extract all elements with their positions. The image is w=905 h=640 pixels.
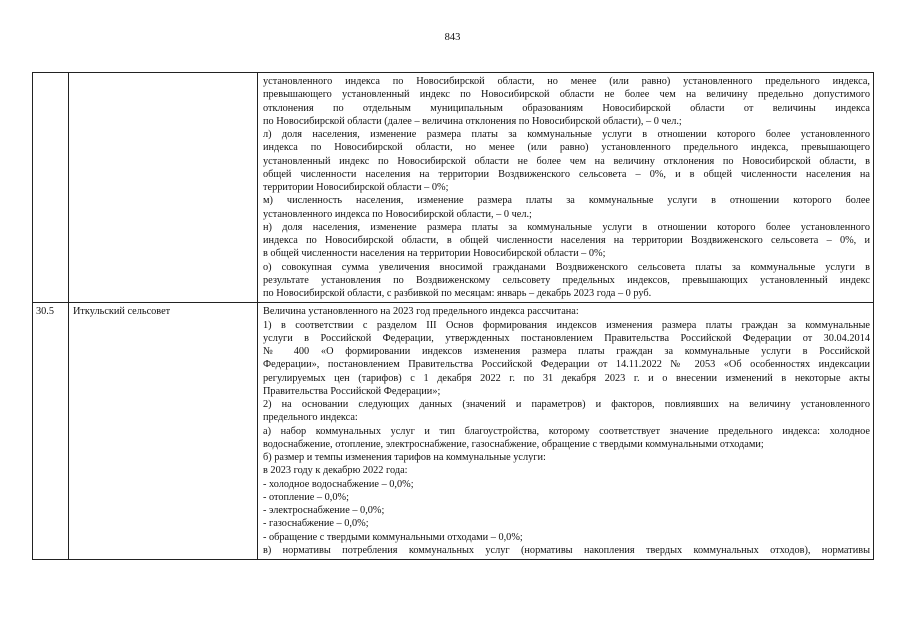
text-line: Правительства Российской Федерации»; [263,385,441,397]
text-line: установленного индекса по Новосибирской области, но менее (или равно) установленного предельного индекса, [263,76,870,87]
text-line: 2) на основании следующих данных (значений и параметров) и факторов, повлиявших на величину установленного [263,399,870,410]
text-line: превышающего установленный индекс по Новосибирской области не более чем на величину предельно допустимого [263,89,870,101]
text-line: н) доля населения, изменение размера платы за коммунальные услуги в отношении которого более установленного [263,221,870,233]
text-line: территории Новосибирской области – 0%; [263,182,449,193]
text-line: а) набор коммунальных услуг и тип благоустройства, которому соответствует значение предельного индекса: холодное [263,425,870,437]
row-number-cell: 30.5 [33,303,69,560]
table-row [33,303,874,560]
text-line: услуги в Российской Федерации, утвержденных постановлением Правительства Российской Федерации от 30.04.2014 [263,332,870,344]
text-line: в 2023 году к декабрю 2022 года: [263,465,408,477]
text-line: - холодное водоснабжение – 0,0%; [263,478,414,490]
text-line: - отопление – 0,0%; [263,491,349,503]
description-cell [258,303,874,560]
text-line: результате установления по Воздвиженскому сельсовету предельных индексов, превышающих установленный индекс [263,274,870,286]
text-line: Федерации», постановлением Правительства Российской Федерации от 14.11.2022 № 2053 «Об особенностях индексации [263,359,870,371]
text-line: в) нормативы потребления коммунальных услуг (нормативы накопления твердых коммунальных отходов), нормативы [263,544,870,556]
text-line: м) численность населения, изменение размера платы за коммунальные услуги в отношении которого более [263,195,870,207]
text-line: отклонения по отдельным муниципальным образованиям Новосибирской области от величины индекса [263,102,870,114]
description-cell [258,73,874,303]
text-line: б) размер и темпы изменения тарифов на коммунальные услуги: [263,452,546,463]
municipality-name-cell: Иткульский сельсовет [69,303,258,560]
text-line: регулируемых цен (тарифов) с 1 декабря 2022 г. по 31 декабря 2023 г. и о внесении изменений в некоторые акты [263,372,870,384]
text-line: - газоснабжение – 0,0%; [263,518,369,530]
text-line: л) доля населения, изменение размера платы за коммунальные услуги в отношении которого более установленного [263,129,870,140]
page-number: 843 [444,32,461,43]
text-line: установленного индекса по Новосибирской области, – 0 чел.; [263,208,532,220]
table-row [33,73,874,303]
text-line: по Новосибирской области, с разбивкой по месяцам: январь – декабрь 2023 года – 0 руб. [263,288,652,299]
text-line: о) совокупная сумма увеличения вносимой гражданами Воздвиженского сельсовета платы за коммунальные услуги в [263,261,870,273]
text-line: в общей численности населения на территории Новосибирской области – 0%; [263,248,606,260]
text-line: - электроснабжение – 0,0%; [263,505,385,516]
text-line: предельного индекса: [263,412,358,424]
text-line: установленный индекс по Новосибирской области не более чем на величину отклонения по Новосибирской области, в [263,155,870,167]
text-line: индекса по Новосибирской области, в общей численности населения на территории Воздвиженского сельсовета – 0%, и [263,235,870,246]
text-line: индекса по Новосибирской области, но менее (или равно) установленного предельного индекса, превышающего [263,142,870,154]
municipality-name-cell [69,73,258,303]
row-number-cell [33,73,69,303]
text-line: - обращение с твердыми коммунальными отходами – 0,0%; [263,531,523,543]
text-line: 1) в соответствии с разделом III Основ формирования индексов изменения размера платы граждан за коммунальные [263,319,870,331]
text-line: № 400 «О формировании индексов изменения размера платы граждан за коммунальные услуги в Российской [263,346,870,357]
text-line: водоснабжение, отопление, электроснабжение, газоснабжение, обращение с твердыми коммунальными отходами; [263,438,764,450]
text-line: Величина установленного на 2023 год предельного индекса рассчитана: [263,306,579,318]
text-line: по Новосибирской области (далее – величина отклонения по Новосибирской области), – 0 чел.; [263,115,682,127]
document-table [32,72,874,560]
text-line: общей численности населения на территории Воздвиженского сельсовета – 0%, и в общей численности населения на [263,168,870,180]
